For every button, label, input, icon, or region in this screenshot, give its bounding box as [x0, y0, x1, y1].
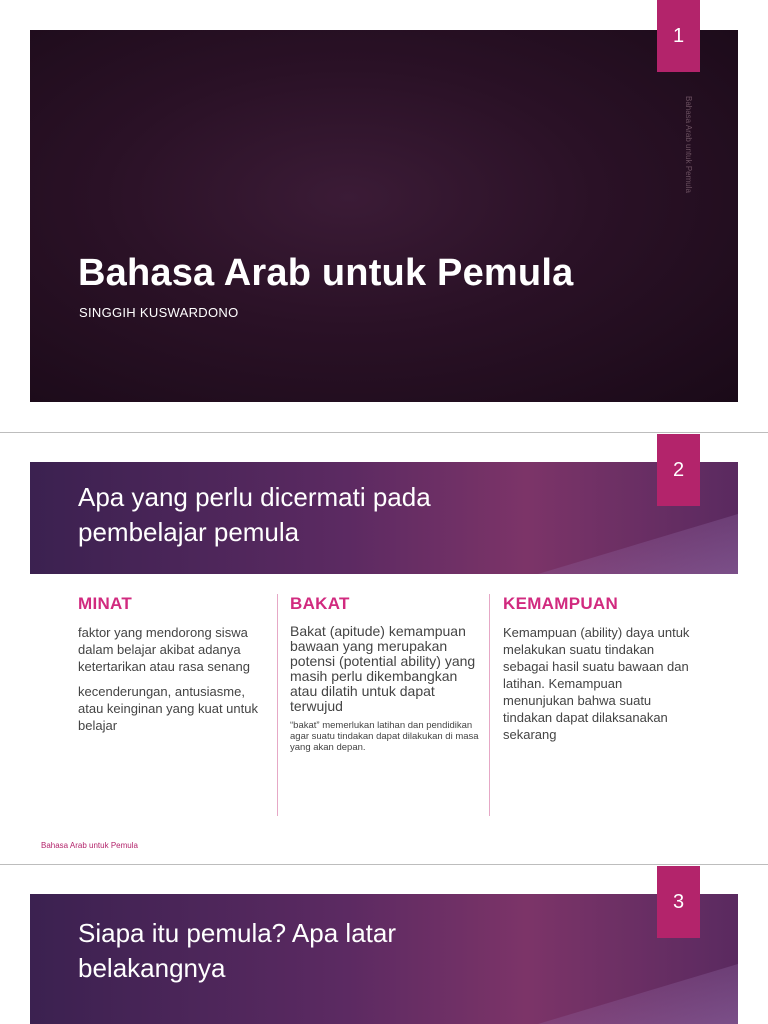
slide-3-title-line-1: Siapa itu pemula? Apa latar	[78, 918, 396, 948]
slide-separator	[0, 864, 768, 865]
title-slide-background	[30, 30, 738, 402]
column-bakat	[290, 594, 480, 761]
slide-1-title: Bahasa Arab untuk Pemula	[78, 252, 574, 294]
slide-2-title-line-1: Apa yang perlu dicermati pada	[78, 482, 431, 512]
column-divider	[489, 594, 490, 816]
slide-2-title-line-2: pembelajar pemula	[78, 517, 300, 547]
column-heading: KEMAMPUAN	[503, 594, 619, 613]
slide-2	[0, 434, 768, 864]
slide-2-title	[78, 480, 431, 550]
slide-3	[0, 866, 768, 1024]
slide-separator	[0, 432, 768, 433]
column-divider	[277, 594, 278, 816]
column-heading: BAKAT	[290, 594, 350, 613]
slide-3-title-line-2: belakangnya	[78, 953, 226, 983]
column-paragraph: kecenderungan, antusiasme, atau keinginan yang kuat untuk belajar	[78, 684, 258, 733]
slide-number-badge: 2	[657, 434, 700, 506]
column-kemampuan	[503, 594, 693, 751]
slide-number-badge: 3	[657, 866, 700, 938]
slide-number-badge: 1	[657, 0, 700, 72]
slide-1-author: SINGGIH KUSWARDONO	[79, 305, 239, 320]
slide-2-footer: Bahasa Arab untuk Pemula	[41, 841, 138, 850]
slide-3-header-banner	[30, 894, 738, 1024]
banner-decoration	[538, 964, 738, 1024]
slide-3-title	[78, 916, 396, 986]
column-minat	[78, 594, 268, 742]
slide-1	[0, 0, 768, 432]
column-paragraph: Bakat (apitude) kemampuan bawaan yang merupakan potensi (potential ability) yang masih perlu dikembangkan atau dilatih untuk dapat terwujud	[290, 623, 476, 714]
column-note: “bakat” memerlukan latihan dan pendidikan agar suatu tindakan dapat dilakukan di masa yang akan depan.	[290, 720, 479, 753]
column-heading: MINAT	[78, 594, 133, 613]
banner-decoration	[538, 514, 738, 574]
slide-1-side-footer: Bahasa Arab untuk Pemula	[684, 96, 693, 193]
slide-2-header-banner	[30, 462, 738, 574]
column-paragraph: faktor yang mendorong siswa dalam belajar akibat adanya ketertarikan atau rasa senang	[78, 625, 250, 674]
column-paragraph: Kemampuan (ability) daya untuk melakukan suatu tindakan sebagai hasil suatu bawaan dan latihan. Kemampuan menunjukan bahwa suatu tindakan dapat dilaksanakan sekarang	[503, 625, 690, 742]
